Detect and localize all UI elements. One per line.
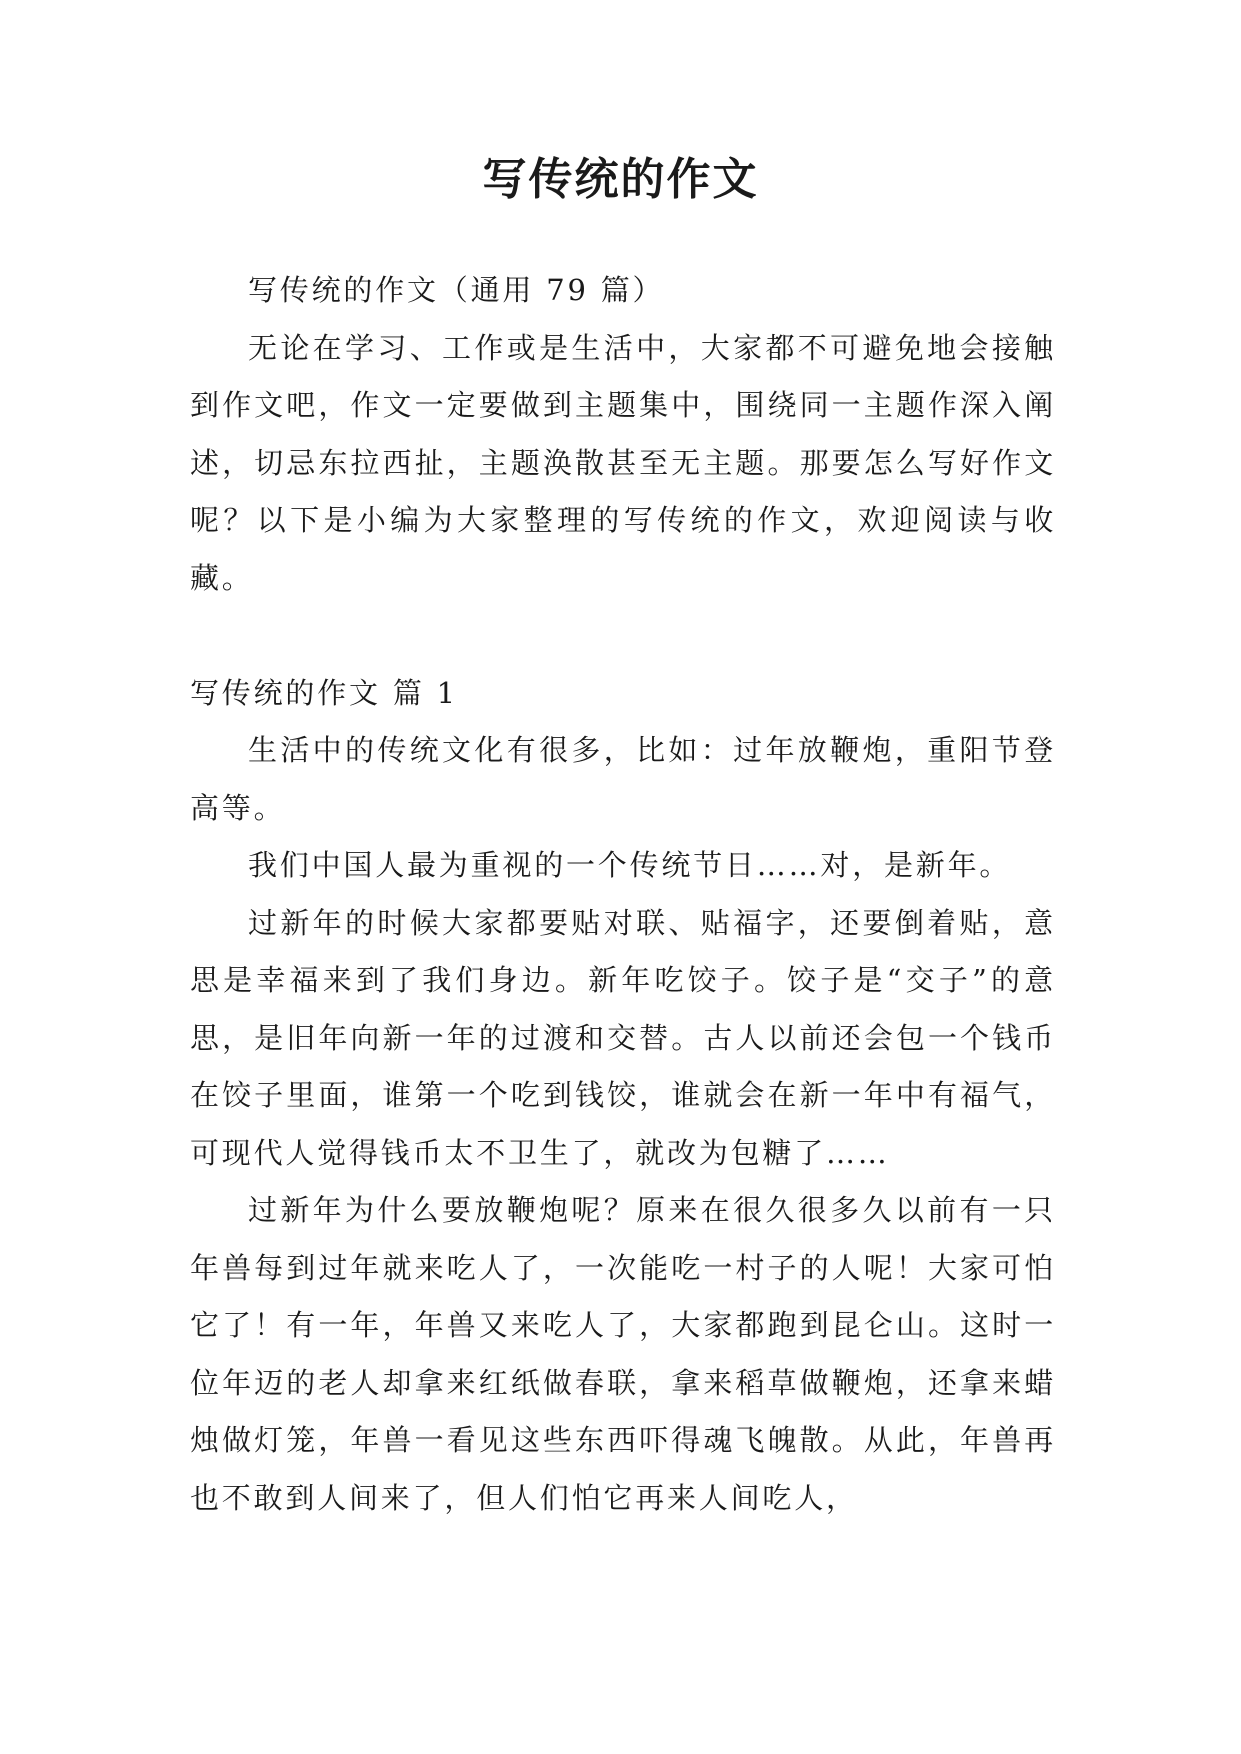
body-paragraph: 过新年的时候大家都要贴对联、贴福字，还要倒着贴，意思是幸福来到了我们身边。新年吃饺子。饺子是“交子”的意思，是旧年向新一年的过渡和交替。古人以前还会包一个钱币在饺子里面，谁第一个吃到钱饺，谁就会在新一年中有福气，可现代人觉得钱币太不卫生了，就改为包糖了……: [190, 905, 1056, 1170]
document-body: [190, 262, 1056, 1527]
body-paragraph: 生活中的传统文化有很多，比如：过年放鞭炮，重阳节登高等。: [190, 733, 1056, 825]
body-paragraph: 过新年为什么要放鞭炮呢？原来在很久很多久以前有一只年兽每到过年就来吃人了，一次能吃一村子的人呢！大家可怕它了！有一年，年兽又来吃人了，大家都跑到昆仑山。这时一位年迈的老人却拿来红纸做春联，拿来稻草做鞭炮，还拿来蜡烛做灯笼，年兽一看见这些东西吓得魂飞魄散。从此，年兽再也不敢到人间来了，但人们怕它再来人间吃人，: [190, 1193, 1056, 1515]
section-spacer: [190, 607, 1056, 665]
document-subtitle: 写传统的作文（通用 79 篇）: [248, 273, 665, 307]
intro-paragraph: 无论在学习、工作或是生活中，大家都不可避免地会接触到作文吧，作文一定要做到主题集中，围绕同一主题作深入阐述，切忌东拉西扯，主题涣散甚至无主题。那要怎么写好作文呢？以下是小编为大家整理的写传统的作文，欢迎阅读与收藏。: [190, 330, 1056, 595]
document-title: 写传统的作文: [482, 154, 759, 205]
body-paragraph: 我们中国人最为重视的一个传统节日……对，是新年。: [248, 848, 1012, 882]
section-heading: 写传统的作文 篇 1: [190, 675, 458, 710]
